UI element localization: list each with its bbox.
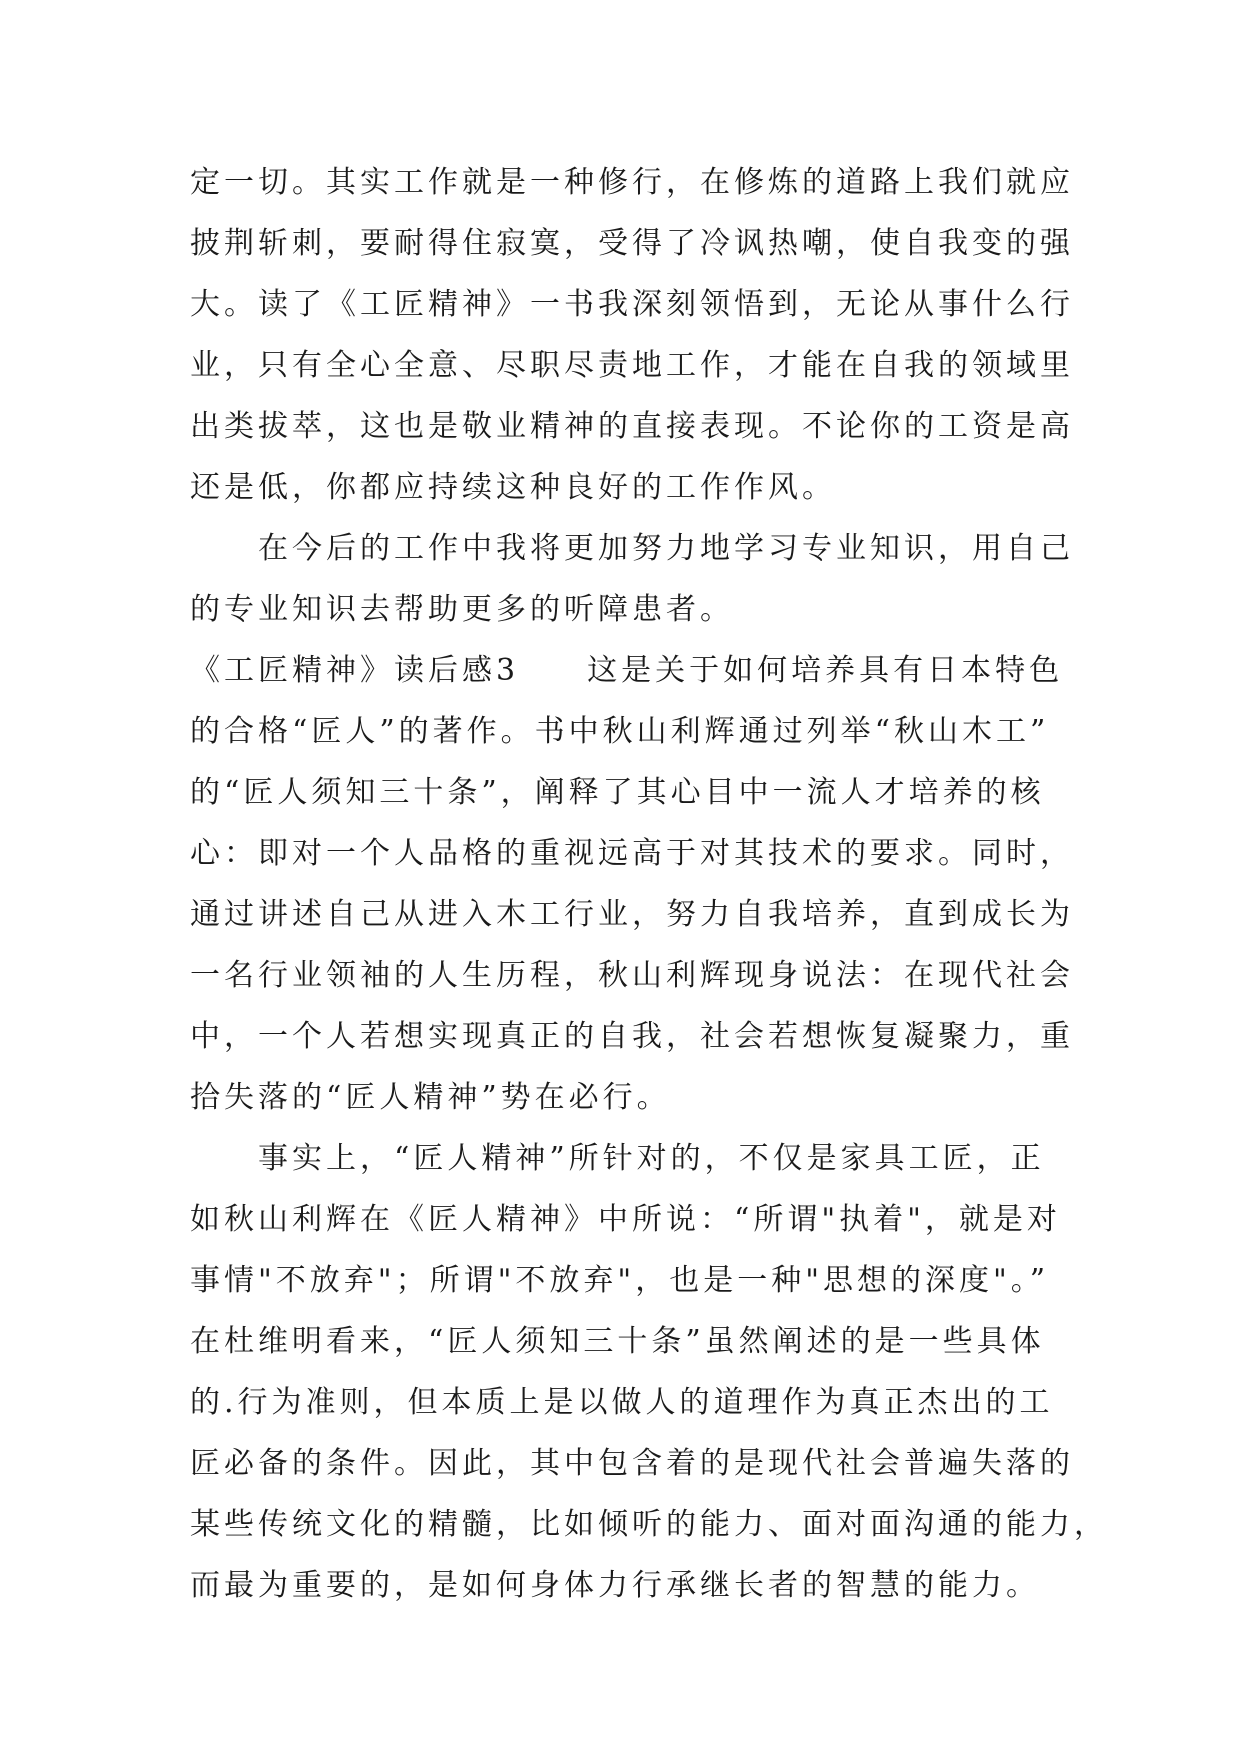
text-line: 披荆斩刺，要耐得住寂寞，受得了冷讽热嘲，使自我变的强 — [190, 226, 1074, 261]
text-line: 中，一个人若想实现真正的自我，社会若想恢复凝聚力，重 — [190, 1019, 1074, 1054]
text-line: 事实上，“匠人精神”所针对的，不仅是家具工匠，正 — [190, 1141, 1045, 1176]
text-line: 而最为重要的，是如何身体力行承继长者的智慧的能力。 — [190, 1568, 1040, 1603]
text-line: 在今后的工作中我将更加努力地学习专业知识，用自己 — [190, 531, 1074, 566]
text-line: 的合格“匠人”的著作。书中秋山利辉通过列举“秋山木工” — [190, 714, 1050, 749]
text-line: 大。读了《工匠精神》一书我深刻领悟到，无论从事什么行 — [190, 287, 1074, 322]
text-line: 出类拔萃，这也是敬业精神的直接表现。不论你的工资是高 — [190, 409, 1074, 444]
text-line: 定一切。其实工作就是一种修行，在修炼的道路上我们就应 — [190, 165, 1074, 200]
text-line: 的专业知识去帮助更多的听障患者。 — [190, 592, 734, 627]
text-line: 的.行为准则，但本质上是以做人的道理作为真正杰出的工 — [190, 1385, 1054, 1420]
text-line: 业，只有全心全意、尽职尽责地工作，才能在自我的领域里 — [190, 348, 1074, 383]
text-line: 拾失落的“匠人精神”势在必行。 — [190, 1080, 671, 1115]
text-line: 如秋山利辉在《匠人精神》中所说：“所谓"执着"，就是对 — [190, 1202, 1061, 1237]
body-text — [190, 152, 1108, 1616]
text-line: 还是低，你都应持续这种良好的工作作风。 — [190, 470, 836, 505]
text-line: 一名行业领袖的人生历程，秋山利辉现身说法：在现代社会 — [190, 958, 1074, 993]
text-line: 事情"不放弃"；所谓"不放弃"，也是一种"思想的深度"。” — [190, 1263, 1050, 1298]
text-line: 通过讲述自己从进入木工行业，努力自我培养，直到成长为 — [190, 897, 1074, 932]
section-heading-line: 《工匠精神》读后感3 这是关于如何培养具有日本特色 — [190, 653, 1064, 688]
text-line: 某些传统文化的精髓，比如倾听的能力、面对面沟通的能力， — [190, 1507, 1108, 1542]
text-line: 在杜维明看来，“匠人须知三十条”虽然阐述的是一些具体 — [190, 1324, 1045, 1359]
text-line: 心：即对一个人品格的重视远高于对其技术的要求。同时， — [190, 836, 1074, 871]
text-line: 的“匠人须知三十条”，阐释了其心目中一流人才培养的核 — [190, 775, 1045, 810]
text-line: 匠必备的条件。因此，其中包含着的是现代社会普遍失落的 — [190, 1446, 1074, 1481]
